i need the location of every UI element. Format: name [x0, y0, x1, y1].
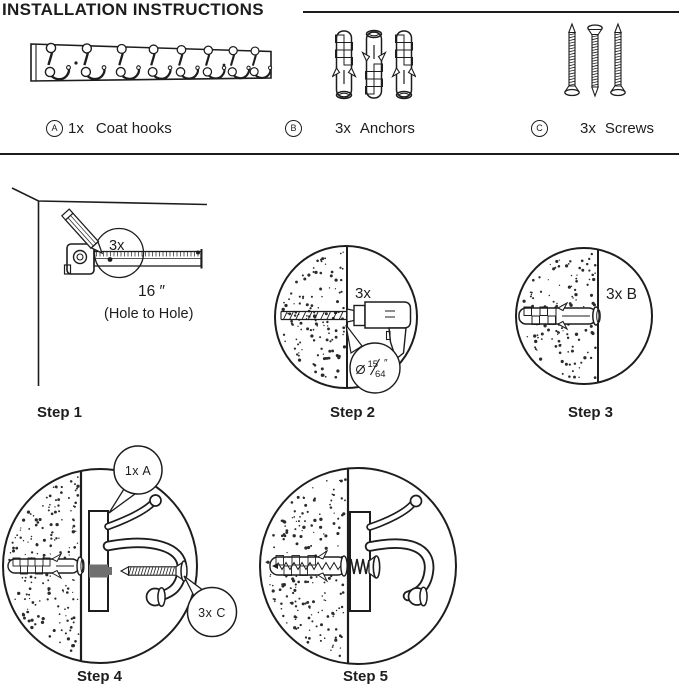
part-qty: 3x: [335, 119, 351, 137]
step3-count-label: 3x B: [606, 286, 638, 303]
coat-hooks-illustration: [28, 38, 274, 86]
screw-icon: [565, 24, 579, 96]
screws-illustration: [560, 22, 630, 98]
header-rule: [303, 11, 679, 13]
mark-dot: [196, 251, 200, 255]
wall-corner: [12, 188, 207, 386]
step3-label: Step 3: [568, 404, 614, 421]
part-letter-badge-c: C: [531, 120, 548, 137]
section-divider: [0, 153, 679, 155]
bit-size-unit: ″: [384, 358, 388, 369]
step2-illustration: [258, 230, 444, 400]
step5-illustration: [256, 444, 488, 688]
plate-hole-nub: [108, 567, 112, 575]
step1-note-label: (Hole to Hole): [104, 306, 194, 322]
part-qty: 3x: [580, 119, 596, 137]
step5-label: Step 5: [343, 668, 389, 685]
rail-screw-hole: [74, 61, 77, 64]
part-qty: 1x: [68, 119, 84, 137]
step1-illustration: [5, 175, 235, 400]
screw-icon-flipped: [588, 25, 602, 96]
anchor-icon: [393, 31, 416, 99]
step4-hooks-callout-label: 1x A: [124, 464, 152, 478]
part-letter-badge-a: A: [46, 120, 63, 137]
part-item-screws: [531, 119, 654, 137]
part-name: Anchors: [359, 119, 415, 137]
page-title: INSTALLATION INSTRUCTIONS: [2, 0, 264, 19]
step1-distance-label: 16 ″: [138, 283, 166, 300]
step1-count-label: 3x: [109, 238, 125, 254]
step4-screws-callout-label: 3x C: [198, 606, 226, 620]
tape-measure-icon: [65, 244, 202, 274]
part-item-coat-hooks: [46, 119, 172, 137]
part-letter-badge-b: B: [285, 120, 302, 137]
step3-illustration: [510, 242, 675, 392]
hook-side-view: [108, 495, 182, 606]
anchor-icon: [333, 31, 356, 99]
anchors-illustration: [332, 26, 416, 104]
bit-size-denominator: 64: [375, 369, 386, 380]
screw-icon: [611, 24, 625, 96]
step1-label: Step 1: [37, 404, 83, 421]
plate-hole: [89, 565, 108, 578]
hook-side-view: [370, 496, 429, 606]
anchor-icon-flipped: [363, 31, 386, 99]
part-item-anchors: [285, 119, 415, 137]
part-name: Screws: [604, 119, 655, 137]
step4-illustration: [1, 444, 241, 688]
step4-label: Step 4: [77, 668, 123, 685]
step2-count-label: 3x: [355, 285, 371, 302]
pencil-icon: [62, 209, 106, 256]
step2-label: Step 2: [330, 404, 376, 421]
mark-dot: [108, 257, 113, 262]
part-name: Coat hooks: [95, 119, 172, 137]
anchor-in-wall-icon: [519, 303, 600, 329]
callout-bubble-screws: [184, 576, 237, 637]
bit-size-numerator: 15: [367, 359, 379, 370]
anchor-in-wall-icon: [270, 551, 347, 581]
